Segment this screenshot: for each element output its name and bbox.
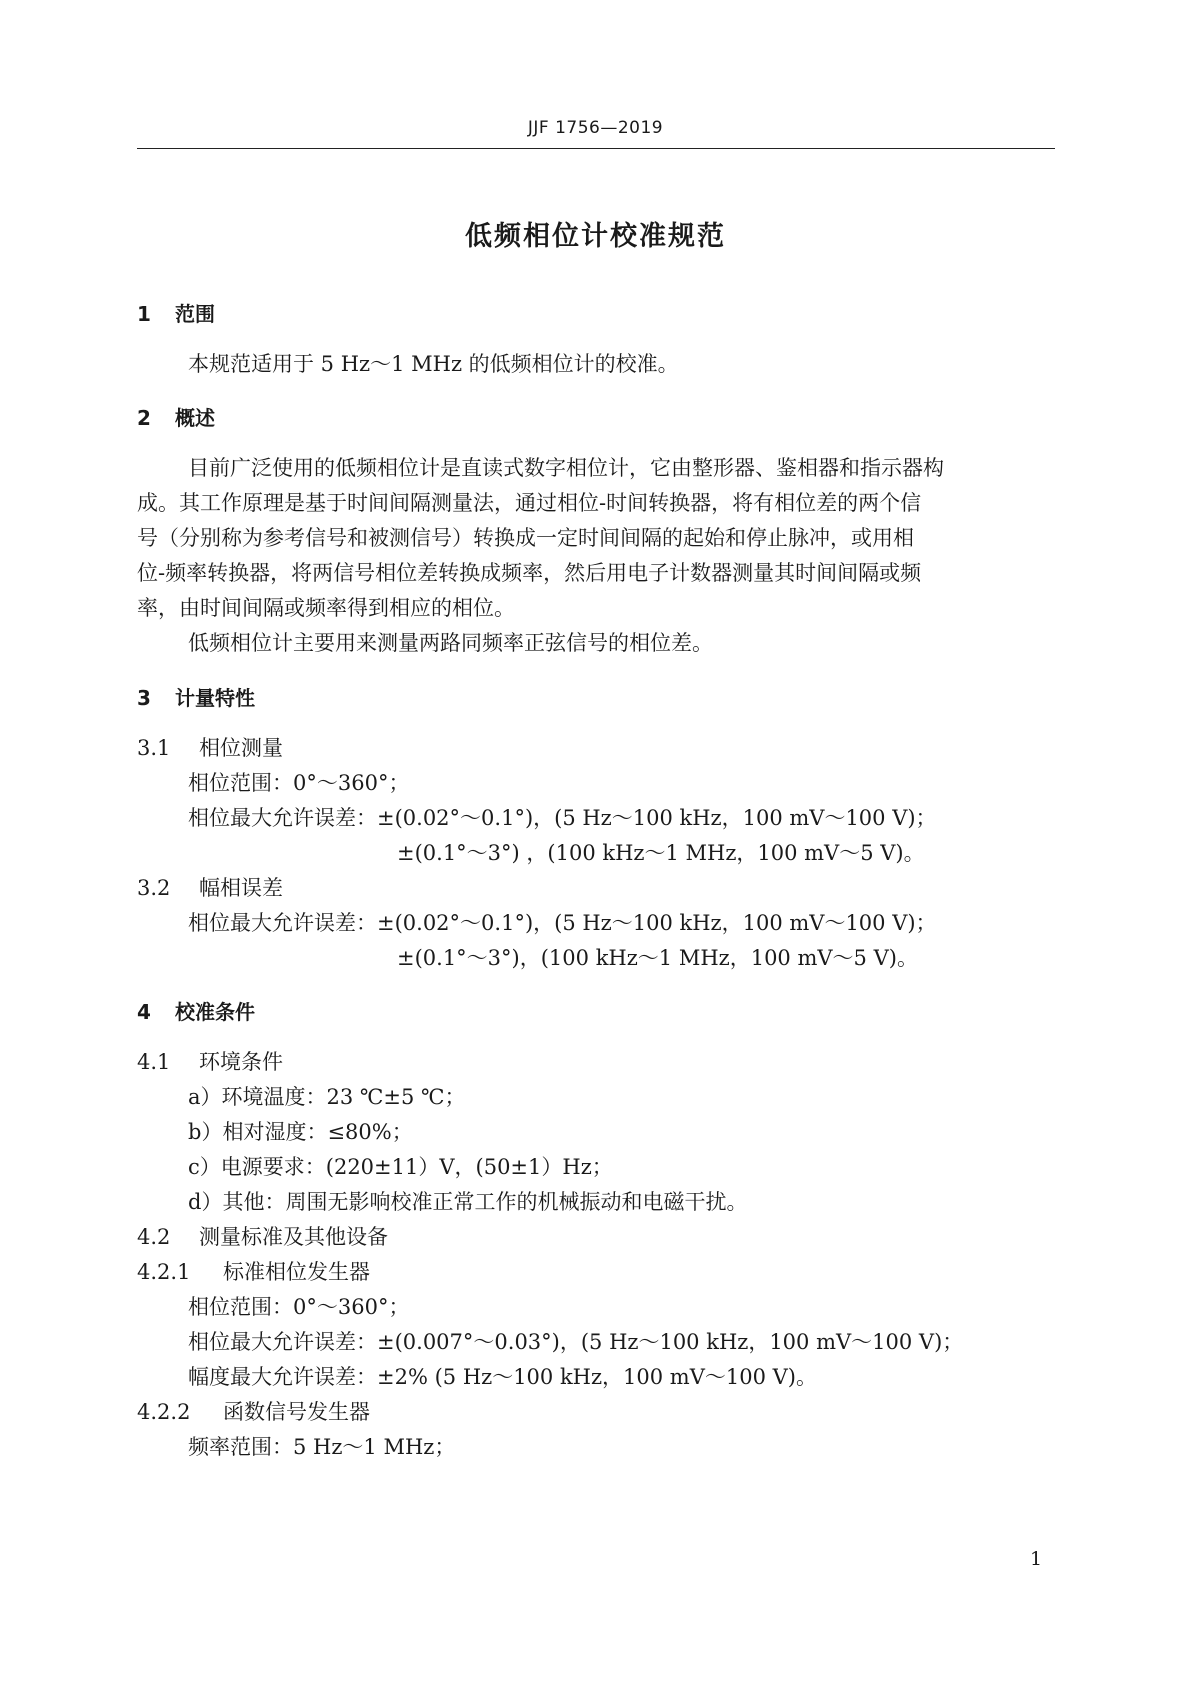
subsection-4-2-2-heading [137, 1398, 370, 1426]
document-title: 低频相位计校准规范 [465, 221, 726, 252]
subsection-title: 相位测量 [199, 736, 283, 760]
subsection-number: 4.2.2 [137, 1400, 191, 1424]
paragraph-line: 位-频率转换器，将两信号相位差转换成频率，然后用电子计数器测量其时间间隔或频 [137, 561, 922, 585]
section-number: 4 [137, 1000, 151, 1024]
subsection-3-2-heading [137, 874, 283, 902]
subsection-number: 4.2 [137, 1225, 171, 1249]
section-title: 校准条件 [175, 1000, 255, 1024]
subsection-number: 4.1 [137, 1050, 171, 1074]
subsection-title: 标准相位发生器 [223, 1260, 370, 1284]
section-4-heading [137, 998, 255, 1026]
paragraph-line: 低频相位计主要用来测量两路同频率正弦信号的相位差。 [188, 631, 713, 655]
spec-line: 相位范围：0°～360°； [188, 1295, 410, 1319]
spec-line: ±(0.1°～3°)，(100 kHz～1 MHz，100 mV～5 V)。 [397, 946, 918, 970]
condition-item: d）其他：周围无影响校准正常工作的机械振动和电磁干扰。 [188, 1190, 748, 1214]
subsection-title: 环境条件 [199, 1050, 283, 1074]
spec-line: 频率范围：5 Hz～1 MHz； [188, 1435, 456, 1459]
paragraph-line: 率，由时间间隔或频率得到相应的相位。 [137, 596, 515, 620]
section-number: 1 [137, 302, 151, 326]
section-number: 3 [137, 686, 151, 710]
spec-line: 幅度最大允许误差：±2% (5 Hz～100 kHz，100 mV～100 V)。 [188, 1365, 818, 1389]
condition-item: b）相对湿度：≤80%； [188, 1120, 413, 1144]
section-1-body: 本规范适用于 5 Hz～1 MHz 的低频相位计的校准。 [188, 352, 679, 376]
condition-item: c）电源要求：(220±11）V，(50±1）Hz； [188, 1155, 613, 1179]
subsection-title: 幅相误差 [199, 876, 283, 900]
spec-line: 相位范围：0°～360°； [188, 771, 410, 795]
paragraph-line: 成。其工作原理是基于时间间隔测量法，通过相位-时间转换器，将有相位差的两个信 [137, 491, 922, 515]
section-3-heading [137, 684, 255, 712]
condition-item: a）环境温度：23 ℃±5 ℃； [188, 1085, 466, 1109]
section-title: 概述 [175, 406, 215, 430]
paragraph-line: 号（分别称为参考信号和被测信号）转换成一定时间间隔的起始和停止脉冲，或用相 [137, 526, 914, 550]
section-title: 范围 [175, 302, 215, 326]
subsection-4-2-heading [137, 1223, 388, 1251]
standard-code: JJF 1756—2019 [527, 118, 664, 138]
subsection-4-1-heading [137, 1048, 283, 1076]
section-1-heading [137, 300, 215, 328]
spec-line: ±(0.1°～3°) ，(100 kHz～1 MHz，100 mV～5 V)。 [397, 841, 925, 865]
section-2-heading [137, 404, 215, 432]
subsection-number: 3.2 [137, 876, 171, 900]
subsection-title: 测量标准及其他设备 [199, 1225, 388, 1249]
subsection-4-2-1-heading [137, 1258, 370, 1286]
section-title: 计量特性 [175, 686, 255, 710]
subsection-title: 函数信号发生器 [223, 1400, 370, 1424]
spec-line: 相位最大允许误差：±(0.007°～0.03°)，(5 Hz～100 kHz，100 mV～100 V)； [188, 1330, 964, 1354]
subsection-number: 3.1 [137, 736, 171, 760]
paragraph-line: 目前广泛使用的低频相位计是直读式数字相位计，它由整形器、鉴相器和指示器构 [188, 456, 944, 480]
spec-line: 相位最大允许误差：±(0.02°～0.1°)，(5 Hz～100 kHz，100 mV～100 V)； [188, 806, 937, 830]
header-rule [137, 148, 1055, 149]
subsection-number: 4.2.1 [137, 1260, 191, 1284]
subsection-3-1-heading [137, 734, 283, 762]
section-number: 2 [137, 406, 151, 430]
spec-line: 相位最大允许误差：±(0.02°～0.1°)，(5 Hz～100 kHz，100 mV～100 V)； [188, 911, 937, 935]
page-number: 1 [1030, 1548, 1043, 1570]
